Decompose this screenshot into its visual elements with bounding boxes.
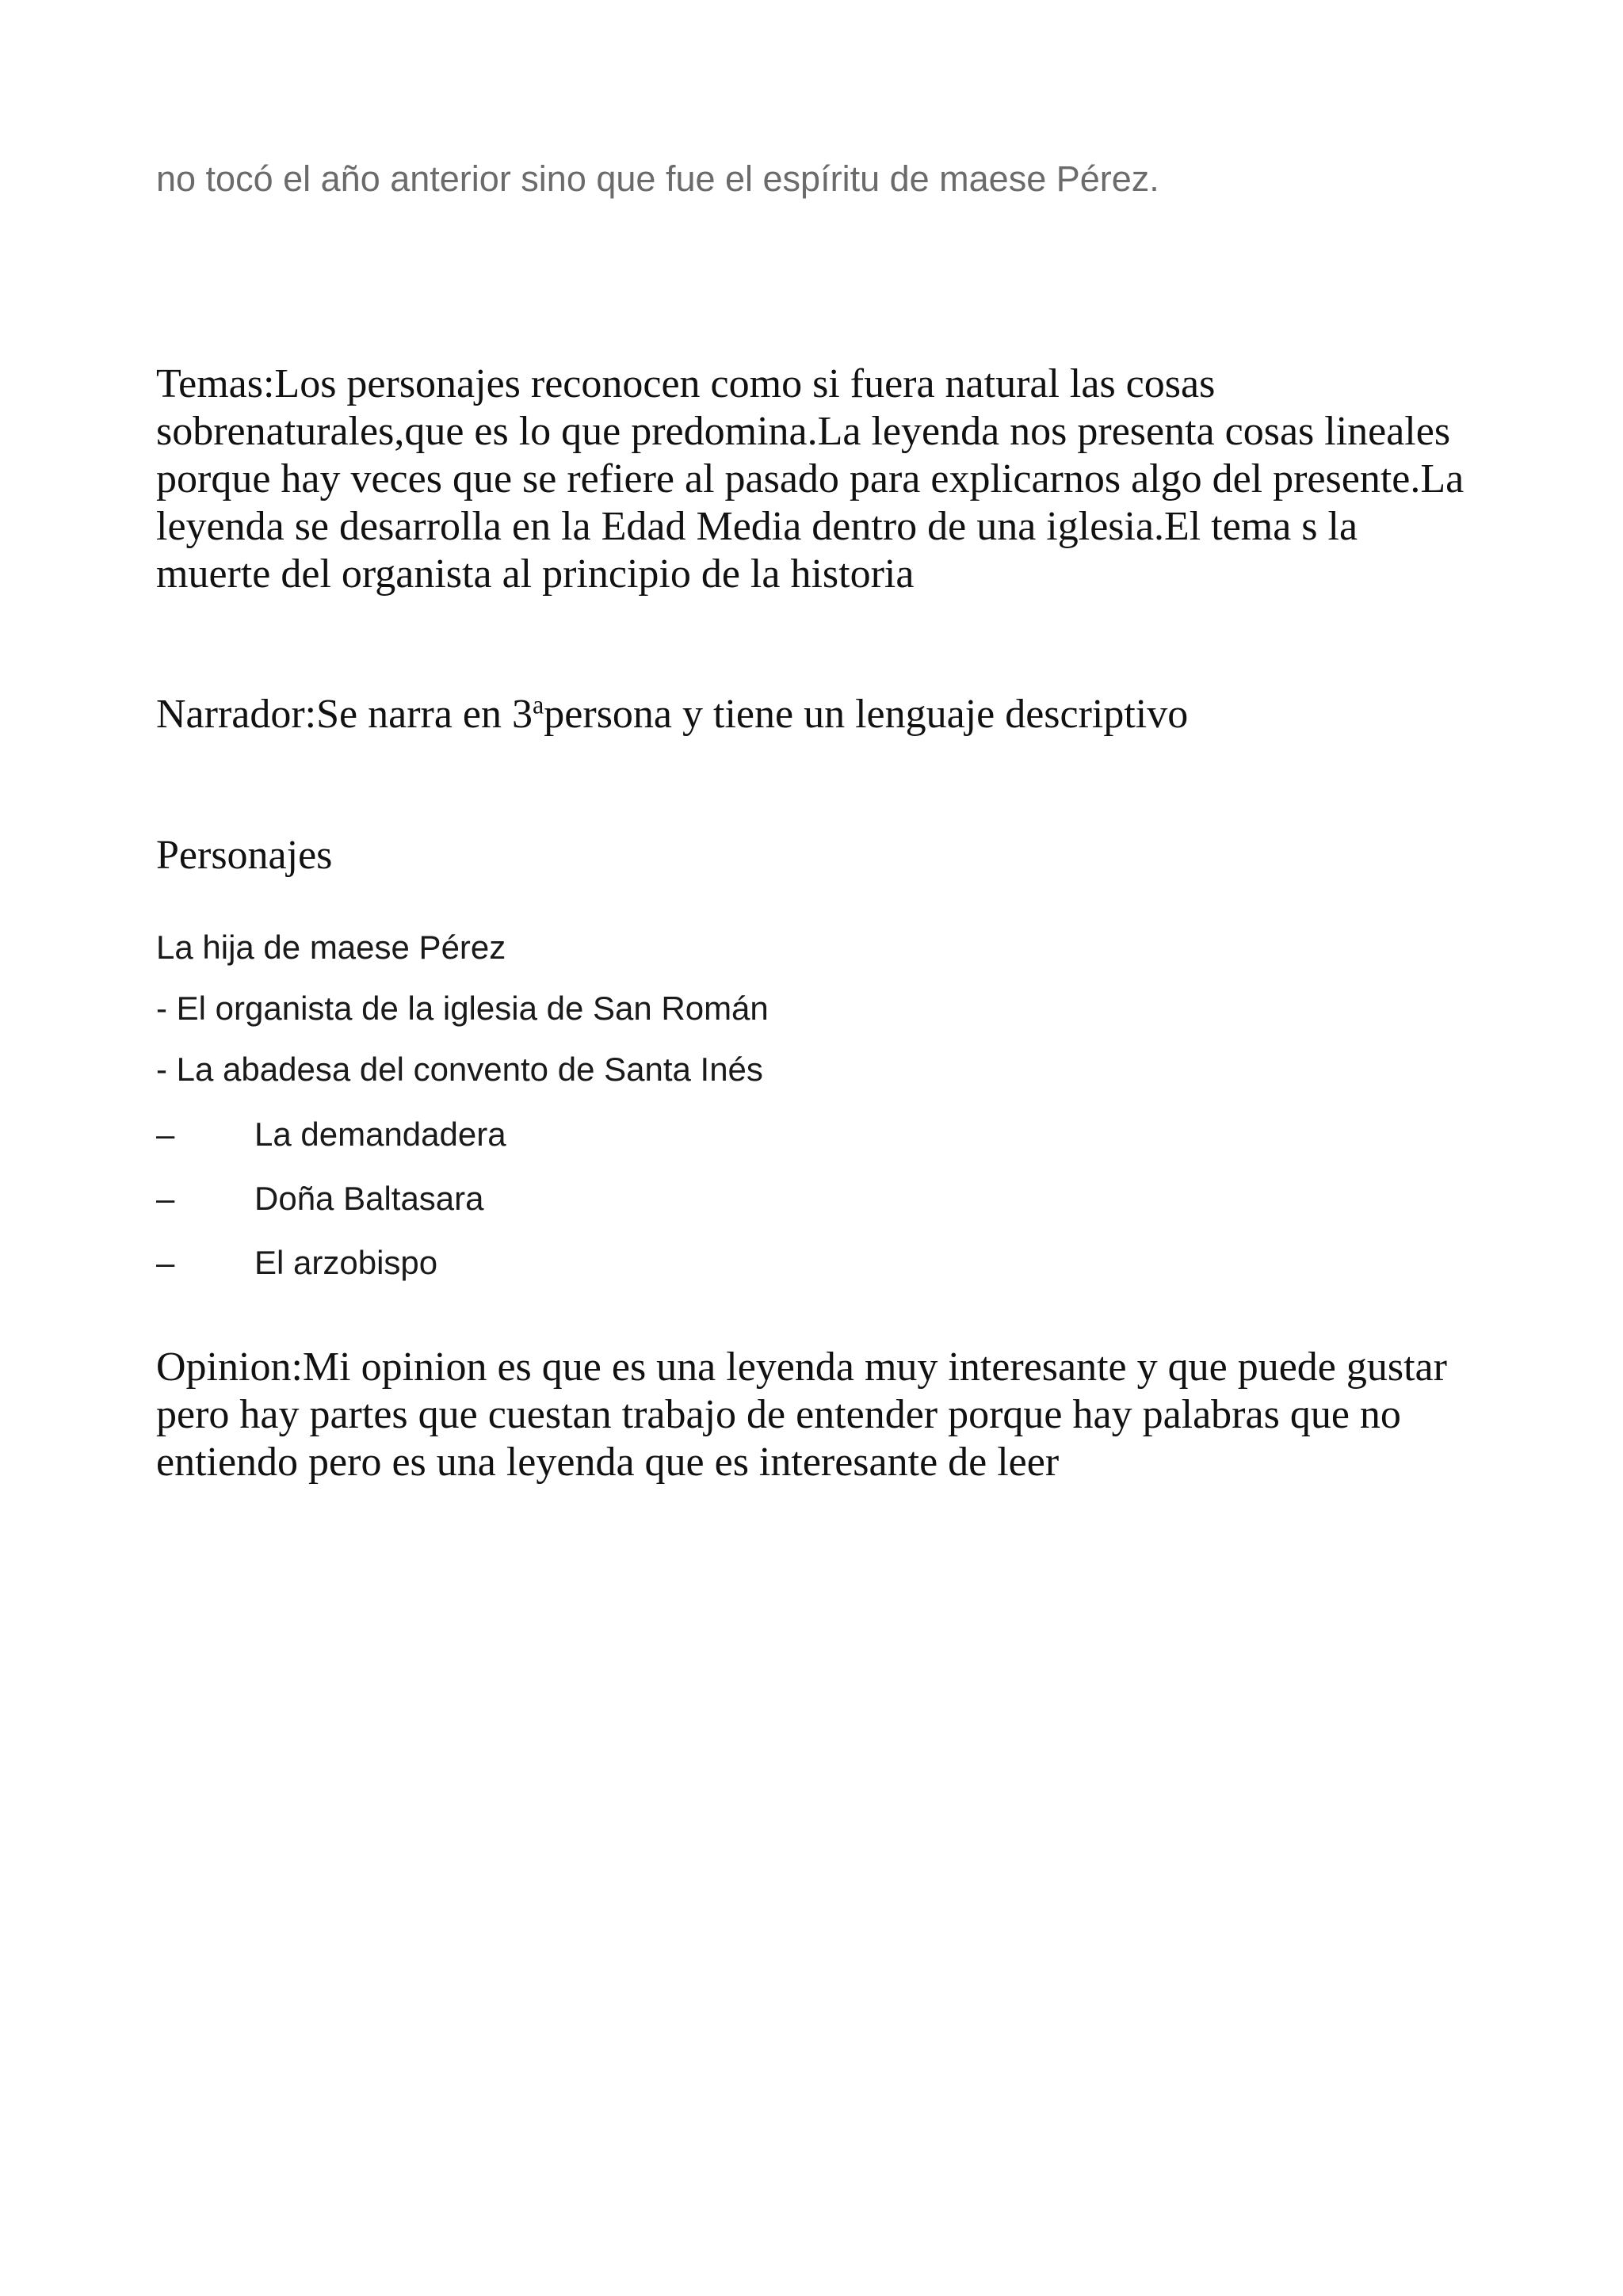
temas-line: muerte del organista al principio de la historia: [156, 551, 915, 597]
opinion-line: entiendo pero es una leyenda que es interesante de leer: [156, 1440, 1060, 1485]
intro-line: no tocó el año anterior sino que fue el espíritu de maese Pérez.: [156, 158, 1159, 199]
character-line: - El organista de la iglesia de San Román: [156, 990, 769, 1027]
bullet-dash: –: [156, 1116, 175, 1153]
bullet-text: Doña Baltasara: [254, 1180, 484, 1217]
narrador-paragraph: [156, 691, 1503, 738]
personajes-heading-text: Personajes: [156, 833, 333, 878]
opinion-paragraph: [156, 1344, 1503, 1486]
temas-line: sobrenaturales,que es lo que predomina.La leyenda nos presenta cosas lineales: [156, 409, 1451, 454]
temas-line: porque hay veces que se refiere al pasado para explicarnos algo del presente.La: [156, 456, 1465, 502]
character-line: La hija de maese Pérez: [156, 929, 506, 966]
personajes-heading: [156, 832, 1503, 879]
bullet-text: La demandadera: [254, 1116, 506, 1153]
narrador-ordinal: a: [532, 690, 544, 719]
narrador-text-before: Narrador:Se narra en 3: [156, 692, 533, 737]
opinion-line: Opinion:Mi opinion es que es una leyenda muy interesante y que puede gustar: [156, 1344, 1447, 1390]
temas-line: Temas:Los personajes reconocen como si fuera natural las cosas: [156, 361, 1216, 406]
narrador-text-after: persona y tiene un lenguaje descriptivo: [544, 692, 1189, 737]
bullet-dash: –: [156, 1180, 175, 1217]
character-line: - La abadesa del convento de Santa Inés: [156, 1051, 763, 1088]
temas-line: leyenda se desarrolla en la Edad Media dentro de una iglesia.El tema s la: [156, 504, 1358, 549]
bullet-dash: –: [156, 1244, 175, 1281]
opinion-line: pero hay partes que cuestan trabajo de entender porque hay palabras que no: [156, 1392, 1401, 1437]
bullet-text: El arzobispo: [254, 1244, 438, 1281]
narrador-line: [156, 691, 1503, 738]
temas-paragraph: [156, 360, 1503, 598]
